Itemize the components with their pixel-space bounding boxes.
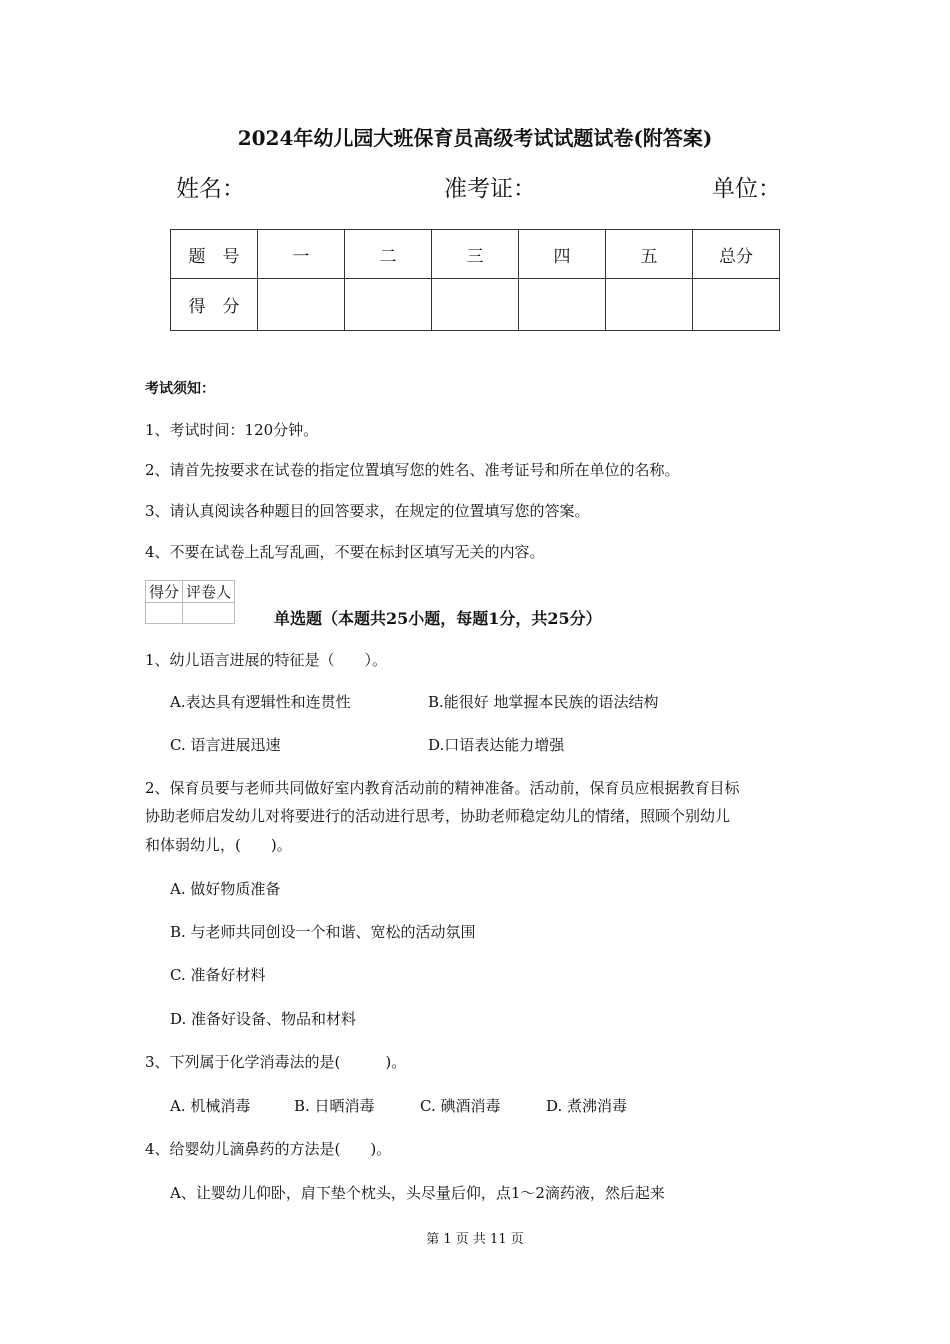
name-field-label: 姓名： [176,176,245,202]
question-4-option-a: A、让婴幼儿仰卧，肩下垫个枕头，头尽量后仰，点1～2滴药液，然后起来 [170,1184,665,1202]
score-table-header-cell: 四 [519,230,606,279]
question-3-option-a: A. 机械消毒 [170,1097,251,1115]
question-1-option-d: D.口语表达能力增强 [428,736,565,754]
question-2-option-b: B. 与老师共同创设一个和谐、宽松的活动氛围 [170,923,476,941]
grader-box [145,580,235,624]
score-table-header-cell: 题 号 [171,230,258,279]
question-3-option-c: C. 碘酒消毒 [420,1097,501,1115]
score-cell [258,279,345,331]
score-table-score-row [171,279,780,331]
question-3-option-d: D. 煮沸消毒 [546,1097,628,1115]
question-1-option-c: C. 语言进展迅速 [170,736,281,754]
notes-heading: 考试须知： [145,381,215,397]
question-4-stem: 4、给婴幼儿滴鼻药的方法是( )。 [145,1140,392,1158]
score-row-label: 得 分 [171,279,258,331]
score-table-header-cell: 总分 [693,230,780,279]
score-cell [606,279,693,331]
score-cell [345,279,432,331]
question-2-option-a: A. 做好物质准备 [170,880,281,898]
exam-number-field-label: 准考证： [444,176,536,202]
score-table [170,229,780,331]
grader-reviewer-label: 评卷人 [183,581,235,603]
score-table-header-cell: 二 [345,230,432,279]
question-2-stem-line: 2、保育员要与老师共同做好室内教育活动前的精神准备。活动前，保育员应根据教育目标 [145,779,740,797]
question-1-option-a: A.表达具有逻辑性和连贯性 [170,693,351,711]
question-2-option-c: C. 准备好材料 [170,966,266,984]
score-cell [519,279,606,331]
question-3-option-b: B. 日晒消毒 [294,1097,375,1115]
question-2-stem-line: 和体弱幼儿，( )。 [145,836,292,854]
note-item: 2、请首先按要求在试卷的指定位置填写您的姓名、准考证号和所在单位的名称。 [145,461,680,479]
grader-score-label: 得分 [146,581,183,603]
score-table-header-row [171,230,780,279]
score-table-header-cell: 五 [606,230,693,279]
question-1-option-b: B.能很好 地掌握本民族的语法结构 [428,693,659,711]
score-table-header-cell: 三 [432,230,519,279]
unit-field-label: 单位： [712,176,781,202]
grader-score-cell [146,603,183,624]
question-3-stem: 3、下列属于化学消毒法的是( )。 [145,1053,407,1071]
document-title: 2024年幼儿园大班保育员高级考试试题试卷(附答案) [237,126,713,150]
note-item: 4、不要在试卷上乱写乱画，不要在标封区填写无关的内容。 [145,543,545,561]
score-table-header-cell: 一 [258,230,345,279]
question-1-stem: 1、幼儿语言进展的特征是（ ）。 [145,651,388,669]
section-title: 单选题（本题共25小题，每题1分，共25分） [274,609,602,628]
grader-reviewer-cell [183,603,235,624]
question-2-stem-line: 协助老师启发幼儿对将要进行的活动进行思考，协助老师稳定幼儿的情绪，照顾个别幼儿 [145,807,731,825]
note-item: 3、请认真阅读各种题目的回答要求，在规定的位置填写您的答案。 [145,502,590,520]
page-footer: 第 1 页 共 11 页 [426,1232,524,1247]
note-item: 1、考试时间：120分钟。 [145,421,319,439]
question-2-option-d: D. 准备好设备、物品和材料 [170,1010,357,1028]
score-cell [432,279,519,331]
score-cell [693,279,780,331]
